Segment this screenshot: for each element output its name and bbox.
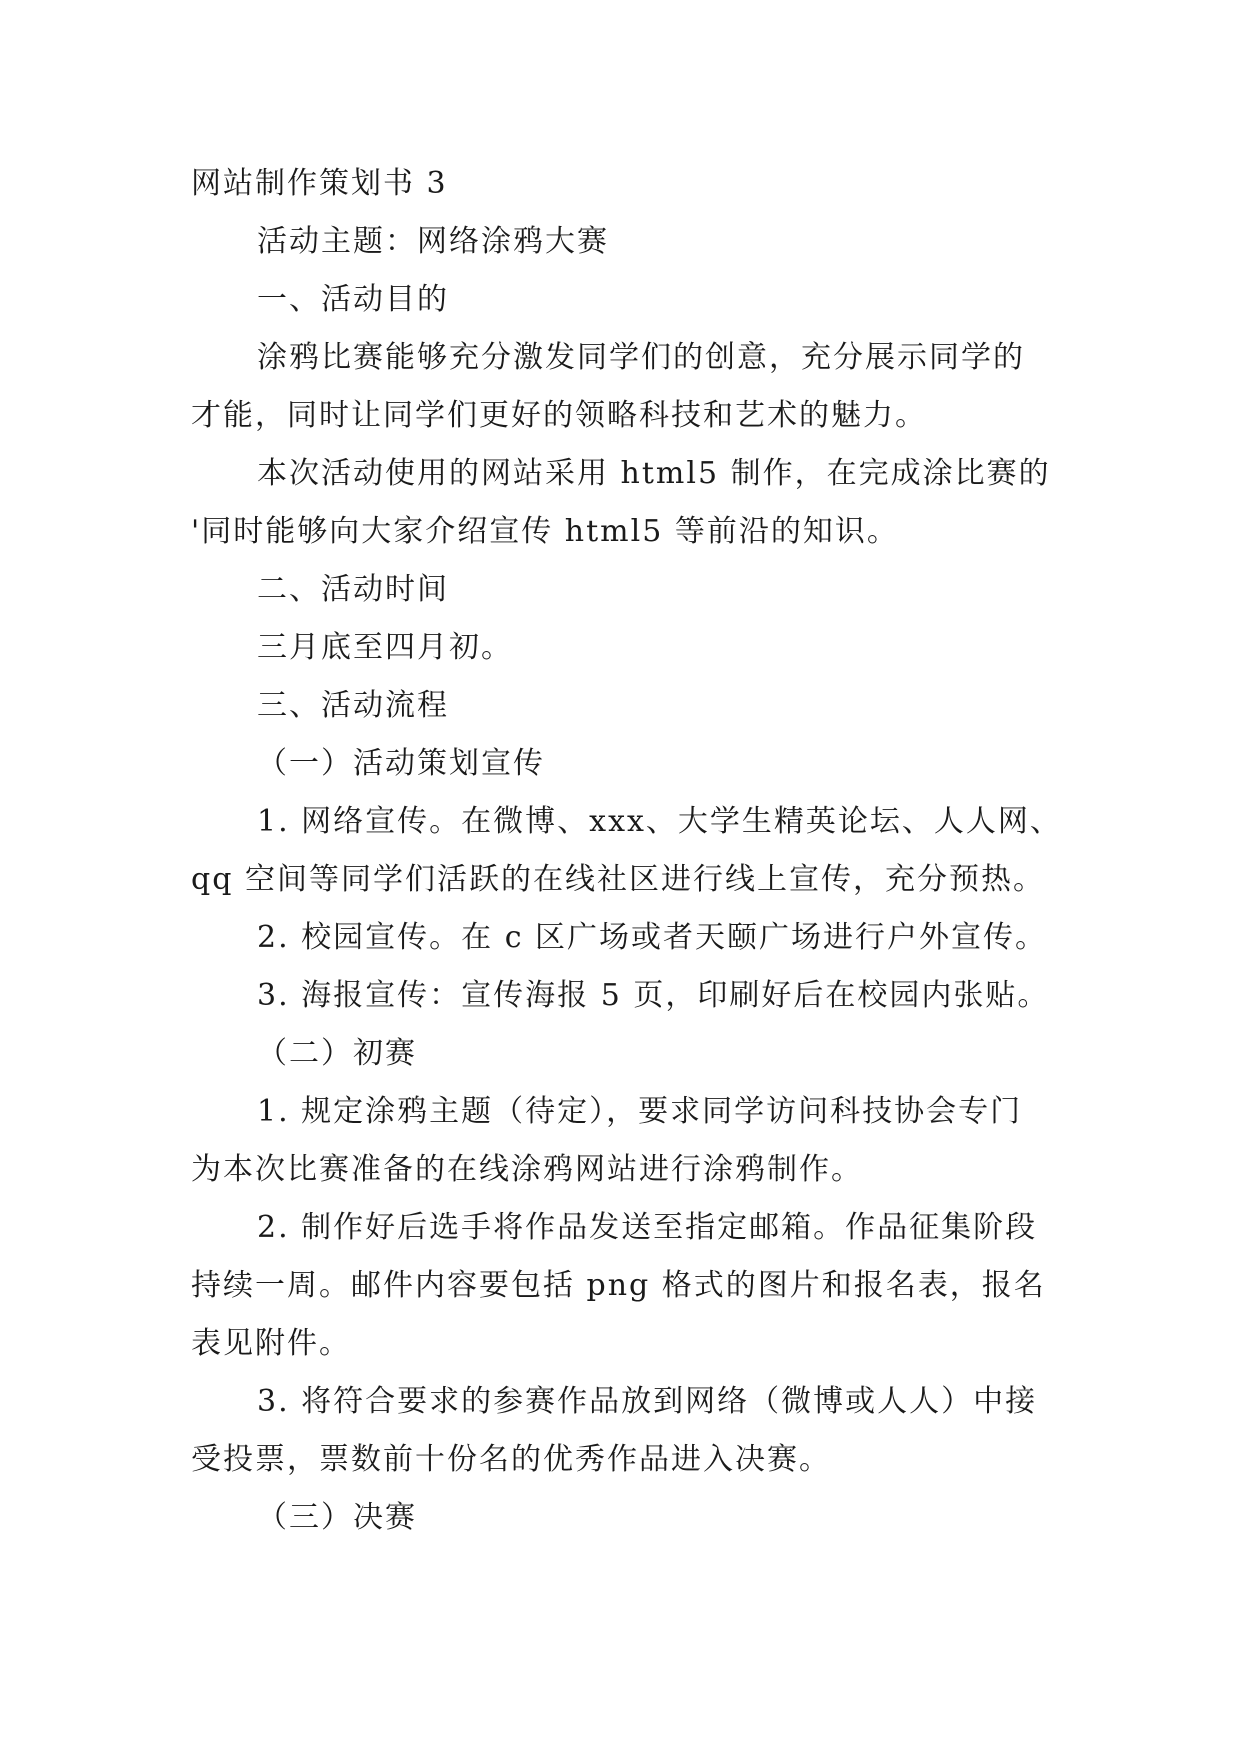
paragraph-line: 1. 网络宣传。在微博、xxx、大学生精英论坛、人人网、 — [257, 804, 1062, 839]
document-title: 网站制作策划书 3 — [191, 166, 448, 201]
paragraph-line: '同时能够向大家介绍宣传 html5 等前沿的知识。 — [191, 514, 899, 549]
subsection-heading: （一）活动策划宣传 — [257, 746, 545, 781]
paragraph-line: 才能，同时让同学们更好的领略科技和艺术的魅力。 — [191, 398, 927, 433]
paragraph-line: 为本次比赛准备的在线涂鸦网站进行涂鸦制作。 — [191, 1152, 863, 1187]
paragraph-line: qq 空间等同学们活跃的在线社区进行线上宣传，充分预热。 — [191, 862, 1045, 897]
paragraph-line: 活动主题：网络涂鸦大赛 — [257, 224, 609, 259]
paragraph-line: 2. 制作好后选手将作品发送至指定邮箱。作品征集阶段 — [257, 1210, 1038, 1245]
paragraph-line: 3. 将符合要求的参赛作品放到网络（微博或人人）中接 — [257, 1384, 1038, 1419]
section-heading: 二、活动时间 — [257, 572, 449, 607]
section-heading: 一、活动目的 — [257, 282, 449, 317]
paragraph-line: 持续一周。邮件内容要包括 png 格式的图片和报名表，报名 — [191, 1268, 1046, 1303]
paragraph-line: 3. 海报宣传：宣传海报 5 页，印刷好后在校园内张贴。 — [257, 978, 1050, 1013]
paragraph-line: 涂鸦比赛能够充分激发同学们的创意，充分展示同学的 — [257, 340, 1025, 375]
paragraph-line: 表见附件。 — [191, 1326, 351, 1361]
paragraph-line: 受投票，票数前十份名的优秀作品进入决赛。 — [191, 1442, 831, 1477]
paragraph-line: 三月底至四月初。 — [257, 630, 513, 665]
section-heading: 三、活动流程 — [257, 688, 449, 723]
paragraph-line: 1. 规定涂鸦主题（待定），要求同学访问科技协会专门 — [257, 1094, 1023, 1129]
subsection-heading: （三）决赛 — [257, 1500, 417, 1535]
subsection-heading: （二）初赛 — [257, 1036, 417, 1071]
paragraph-line: 2. 校园宣传。在 c 区广场或者天颐广场进行户外宣传。 — [257, 920, 1048, 955]
paragraph-line: 本次活动使用的网站采用 html5 制作，在完成涂比赛的 — [257, 456, 1051, 491]
